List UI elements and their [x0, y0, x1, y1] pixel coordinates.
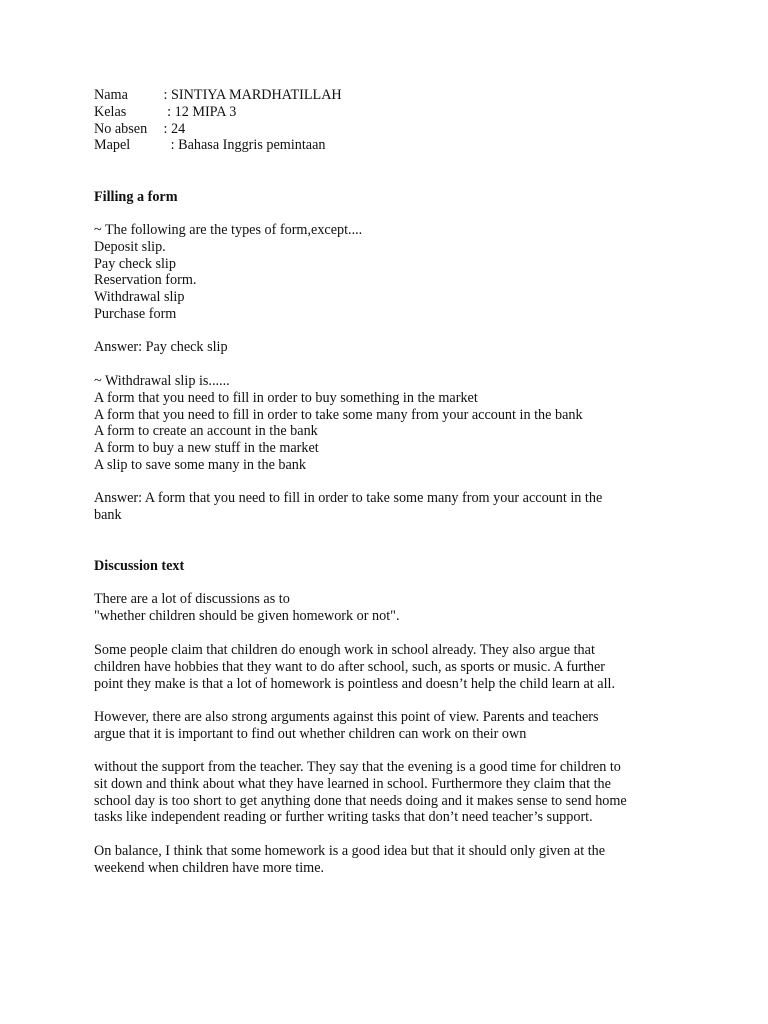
paragraph-line: without the support from the teacher. They say that the evening is a good time for children to [94, 759, 621, 775]
option-item: Reservation form. [94, 272, 197, 289]
info-separator: : [160, 137, 179, 154]
option-item: A form that you need to fill in order to take some many from your account in the bank [94, 406, 583, 423]
info-label: Nama [94, 87, 128, 103]
option-item: Deposit slip. [94, 238, 166, 255]
paragraph-line: school day is too short to get anything done that needs doing and it makes sense to send home [94, 792, 627, 809]
discussion-paragraph-4 [94, 843, 664, 877]
info-separator: : [160, 103, 175, 120]
paragraph-line: argue that it is important to find out whether children can work on their own [94, 725, 527, 742]
info-row-mapel [94, 137, 664, 154]
paragraph-line: On balance, I think that some homework is a good idea but that it should only given at the [94, 843, 606, 859]
answer-1: Answer: Pay check slip [94, 339, 228, 355]
answer-text-line: Answer: A form that you need to fill in order to take some many from your account in the [94, 490, 603, 506]
info-row-nama [94, 87, 664, 104]
question-text: ~ Withdrawal slip is...... [94, 373, 230, 389]
info-label: No absen [94, 120, 148, 137]
info-row-no-absen [94, 121, 664, 138]
info-separator: : [160, 120, 172, 137]
info-value: 12 MIPA 3 [174, 103, 237, 120]
paragraph-line: weekend when children have more time. [94, 859, 325, 876]
info-value: SINTIYA MARDHATILLAH [171, 87, 342, 103]
answer-text-line: bank [94, 506, 122, 523]
option-item: Withdrawal slip [94, 289, 185, 306]
option-item: Pay check slip [94, 255, 176, 272]
question-text: ~ The following are the types of form,except.... [94, 222, 363, 238]
info-label: Kelas [94, 103, 127, 120]
option-item: A form to create an account in the bank [94, 423, 318, 440]
section-heading-filling-form: Filling a form [94, 189, 178, 205]
paragraph-line: However, there are also strong arguments against this point of view. Parents and teachers [94, 709, 599, 725]
option-item: A form to buy a new stuff in the market [94, 440, 319, 457]
question-2 [94, 373, 664, 474]
option-item: Purchase form [94, 305, 177, 322]
student-info [94, 87, 664, 154]
discussion-paragraph-1 [94, 642, 664, 692]
info-separator: : [160, 87, 172, 103]
info-value: Bahasa Inggris pemintaan [178, 137, 326, 154]
paragraph-line: "whether children should be given homework or not". [94, 607, 400, 624]
paragraph-line: tasks like independent reading or further writing tasks that don’t need teacher’s support. [94, 809, 593, 826]
section-heading-discussion-text: Discussion text [94, 558, 185, 574]
info-row-kelas [94, 104, 664, 121]
paragraph-line: Some people claim that children do enough work in school already. They also argue that [94, 642, 595, 658]
paragraph-line: point they make is that a lot of homework is pointless and doesn’t help the child learn at all. [94, 675, 616, 692]
paragraph-line: children have hobbies that they want to do after school, such, as sports or music. A further [94, 658, 606, 675]
paragraph-line: sit down and think about what they have learned in school. Furthermore they claim that the [94, 775, 611, 792]
paragraph-line: There are a lot of discussions as to [94, 591, 290, 607]
info-label: Mapel [94, 137, 131, 154]
answer-2 [94, 490, 664, 524]
option-item: A form that you need to fill in order to buy something in the market [94, 389, 478, 406]
question-1 [94, 222, 664, 323]
discussion-paragraph-2 [94, 709, 664, 743]
option-item: A slip to save some many in the bank [94, 456, 306, 473]
info-value: 24 [171, 120, 186, 137]
discussion-intro [94, 591, 664, 625]
discussion-paragraph-3 [94, 759, 664, 826]
